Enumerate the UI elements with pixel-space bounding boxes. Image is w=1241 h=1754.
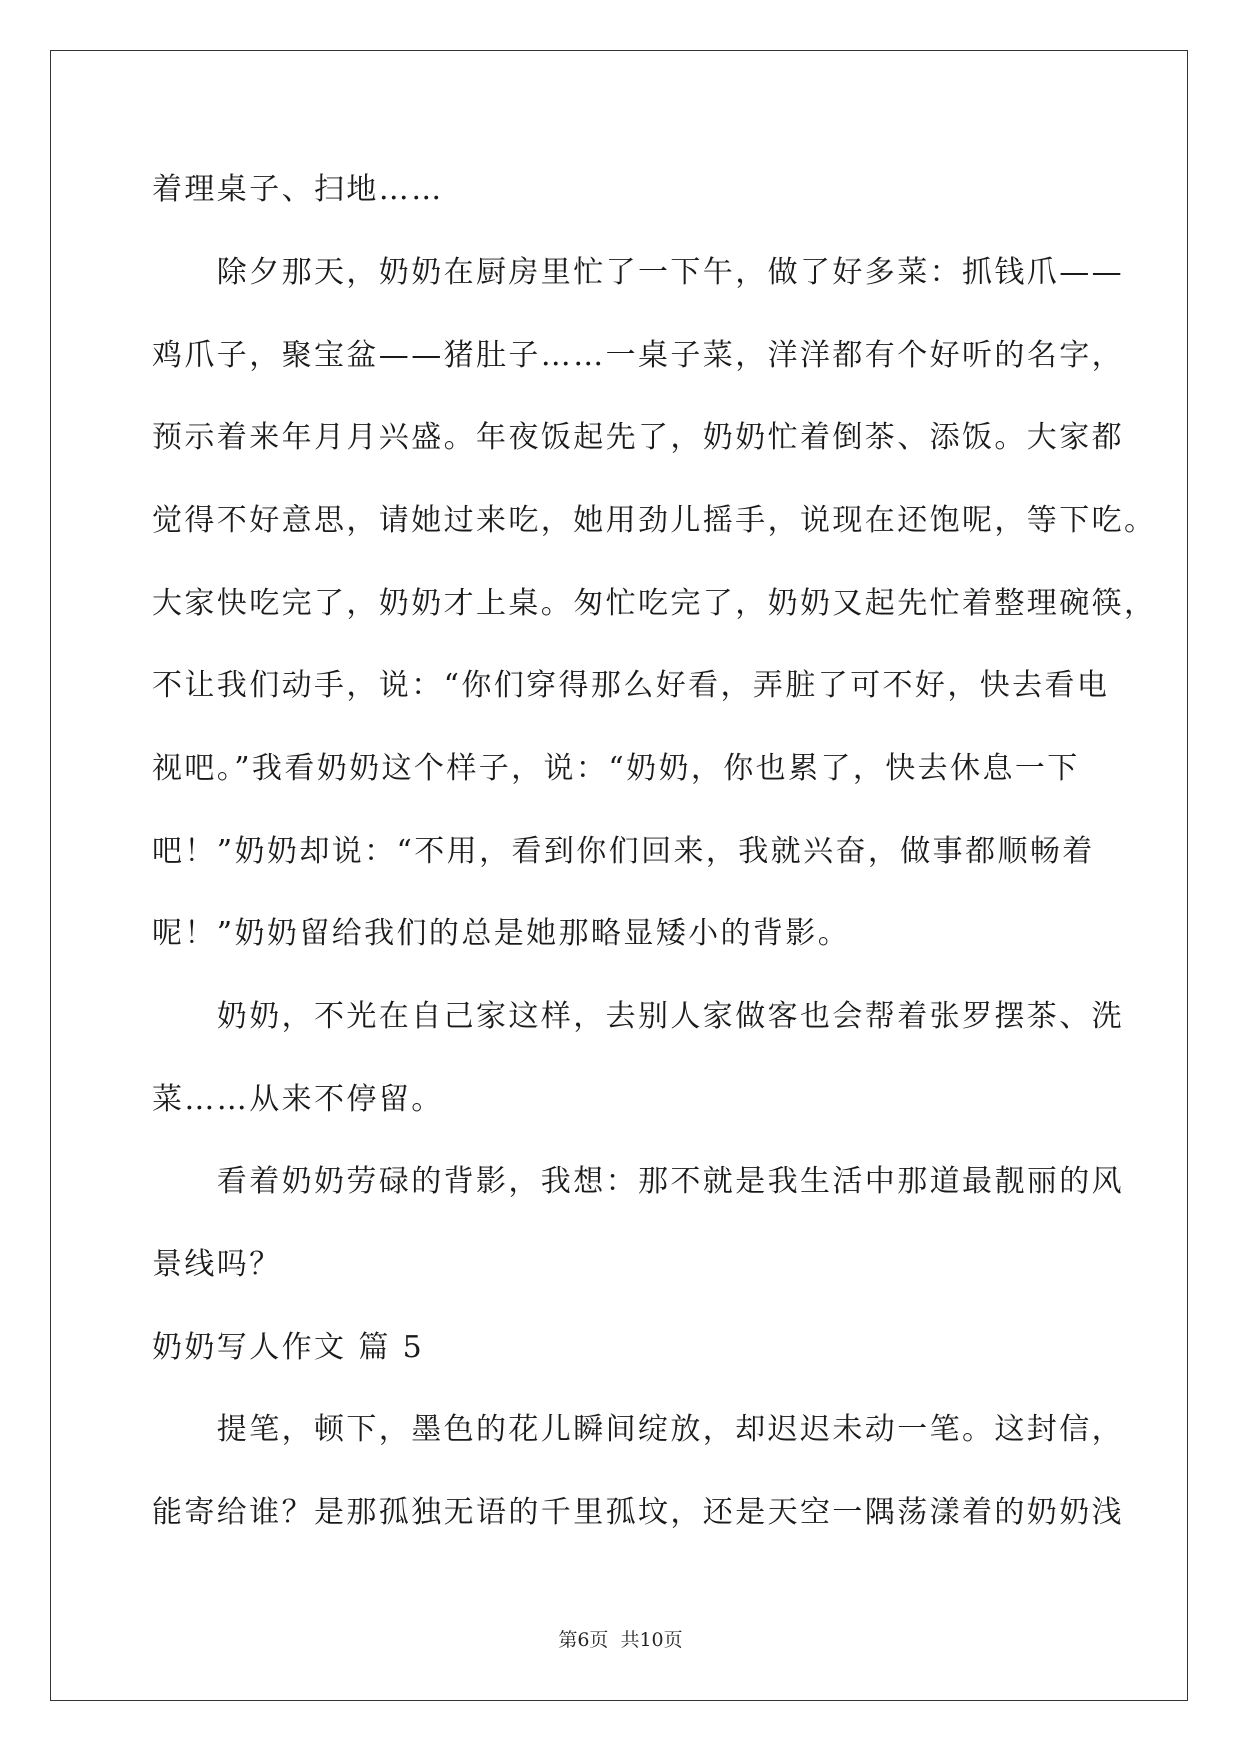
text-line: 觉得不好意思，请她过来吃，她用劲儿摇手，说现在还饱呢，等下吃。 <box>152 503 1157 538</box>
text-line: 菜……从来不停留。 <box>152 1082 444 1117</box>
text-line: 视吧。”我看奶奶这个样子，说：“奶奶，你也累了，快去休息一下 <box>152 751 1080 786</box>
text-line: 景线吗？ <box>152 1247 282 1282</box>
text-line: 鸡爪子，聚宝盆——猪肚子……一桌子菜，洋洋都有个好听的名字， <box>152 338 1124 373</box>
text-line: 能寄给谁？是那孤独无语的千里孤坟，还是天空一隅荡漾着的奶奶浅 <box>152 1495 1124 1530</box>
page-total: 共10页 <box>620 1629 683 1651</box>
text-line: 除夕那天，奶奶在厨房里忙了一下午，做了好多菜：抓钱爪—— <box>152 255 1124 290</box>
section-heading: 奶奶写人作文 篇 5 <box>152 1330 425 1365</box>
text-line: 着理桌子、扫地…… <box>152 172 444 207</box>
page-footer <box>0 1628 1241 1652</box>
text-line: 看着奶奶劳碌的背影，我想：那不就是我生活中那道最靓丽的风 <box>152 1164 1124 1199</box>
page-number: 第6页 <box>558 1629 609 1651</box>
page-border <box>50 50 1188 1701</box>
text-line: 提笔，顿下，墨色的花儿瞬间绽放，却迟迟未动一笔。这封信， <box>152 1412 1124 1447</box>
text-line: 奶奶，不光在自己家这样，去别人家做客也会帮着张罗摆茶、洗 <box>152 999 1124 1034</box>
text-line: 呢！”奶奶留给我们的总是她那略显矮小的背影。 <box>152 916 851 951</box>
text-line: 预示着来年月月兴盛。年夜饭起先了，奶奶忙着倒茶、添饭。大家都 <box>152 420 1124 455</box>
text-line: 吧！”奶奶却说：“不用，看到你们回来，我就兴奋，做事都顺畅着 <box>152 834 1095 869</box>
text-line: 不让我们动手，说：“你们穿得那么好看，弄脏了可不好，快去看电 <box>152 668 1110 703</box>
text-line: 大家快吃完了，奶奶才上桌。匆忙吃完了，奶奶又起先忙着整理碗筷， <box>152 586 1157 621</box>
